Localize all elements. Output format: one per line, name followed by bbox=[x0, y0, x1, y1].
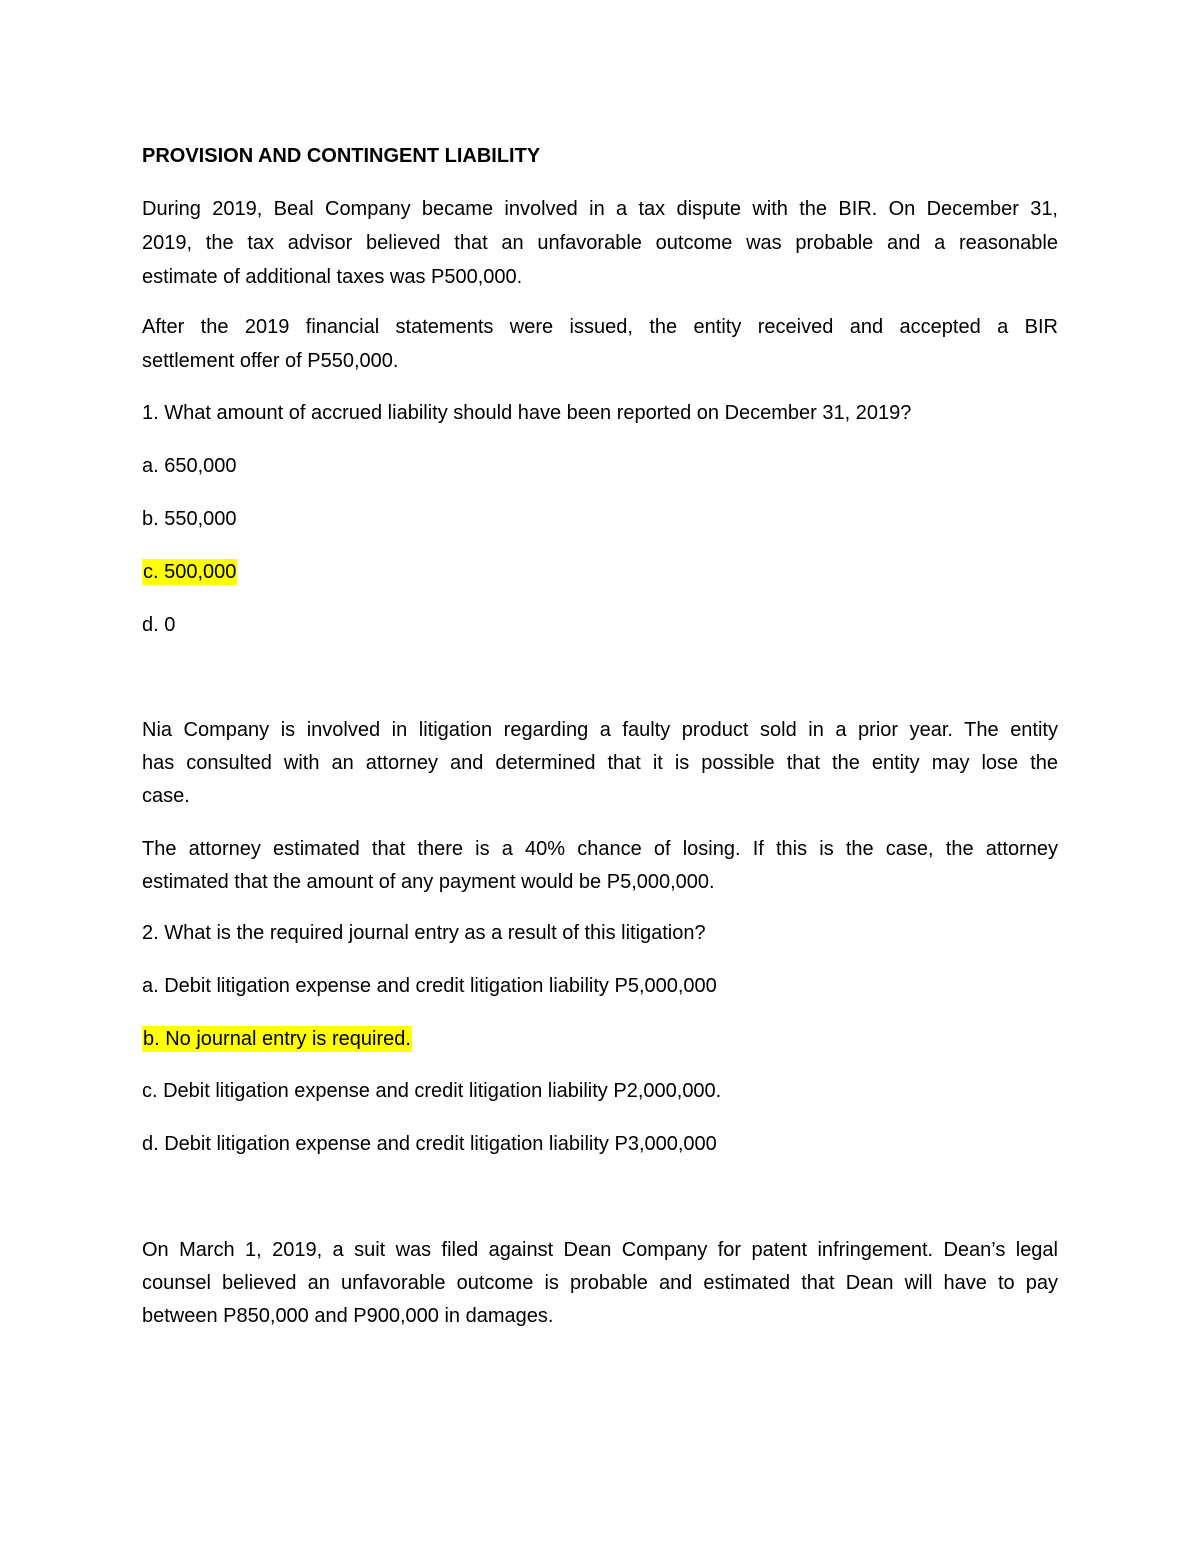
problem1-choice-a: a. 650,000 bbox=[142, 455, 237, 477]
problem3-para1-line1: On March 1, 2019, a suit was filed against Dean Company for patent infringement. Dean’s legal bbox=[142, 1239, 1058, 1261]
problem2-para2-line1: The attorney estimated that there is a 40% chance of losing. If this is the case, the attorney bbox=[142, 838, 1058, 860]
problem3-para1-line2: counsel believed an unfavorable outcome is probable and estimated that Dean will have to pay bbox=[142, 1272, 1058, 1294]
problem1-para1-line1: During 2019, Beal Company became involved in a tax dispute with the BIR. On December 31, bbox=[142, 198, 1058, 220]
problem2-para1-line1: Nia Company is involved in litigation regarding a faulty product sold in a prior year. The entity bbox=[142, 719, 1058, 741]
problem2-choice-a: a. Debit litigation expense and credit litigation liability P5,000,000 bbox=[142, 975, 717, 997]
problem1-para2-line1: After the 2019 financial statements were issued, the entity received and accepted a BIR bbox=[142, 316, 1058, 338]
problem2-choice-d: d. Debit litigation expense and credit litigation liability P3,000,000 bbox=[142, 1133, 717, 1155]
problem1-para2-line2: settlement offer of P550,000. bbox=[142, 350, 399, 372]
problem1-para1-line2: 2019, the tax advisor believed that an unfavorable outcome was probable and a reasonable bbox=[142, 232, 1058, 254]
problem1-choice-c-answer bbox=[142, 558, 237, 586]
problem2-question: 2. What is the required journal entry as a result of this litigation? bbox=[142, 922, 706, 944]
problem1-choice-d: d. 0 bbox=[142, 614, 176, 636]
problem2-para1-line2: has consulted with an attorney and determined that it is possible that the entity may lose the bbox=[142, 752, 1058, 774]
problem2-choice-c: c. Debit litigation expense and credit litigation liability P2,000,000. bbox=[142, 1080, 722, 1102]
problem1-para1-line3: estimate of additional taxes was P500,000. bbox=[142, 266, 523, 288]
problem3-para1-line3: between P850,000 and P900,000 in damages. bbox=[142, 1305, 554, 1327]
problem1-question: 1. What amount of accrued liability should have been reported on December 31, 2019? bbox=[142, 402, 912, 424]
problem2-para2-line2: estimated that the amount of any payment would be P5,000,000. bbox=[142, 871, 715, 893]
document-title: PROVISION AND CONTINGENT LIABILITY bbox=[142, 145, 541, 167]
answer-highlight: b. No journal entry is required. bbox=[143, 1028, 411, 1050]
problem2-choice-b-answer bbox=[142, 1025, 412, 1053]
problem2-para1-line3: case. bbox=[142, 785, 190, 807]
problem1-choice-b: b. 550,000 bbox=[142, 508, 237, 530]
answer-highlight: c. 500,000 bbox=[143, 561, 237, 583]
